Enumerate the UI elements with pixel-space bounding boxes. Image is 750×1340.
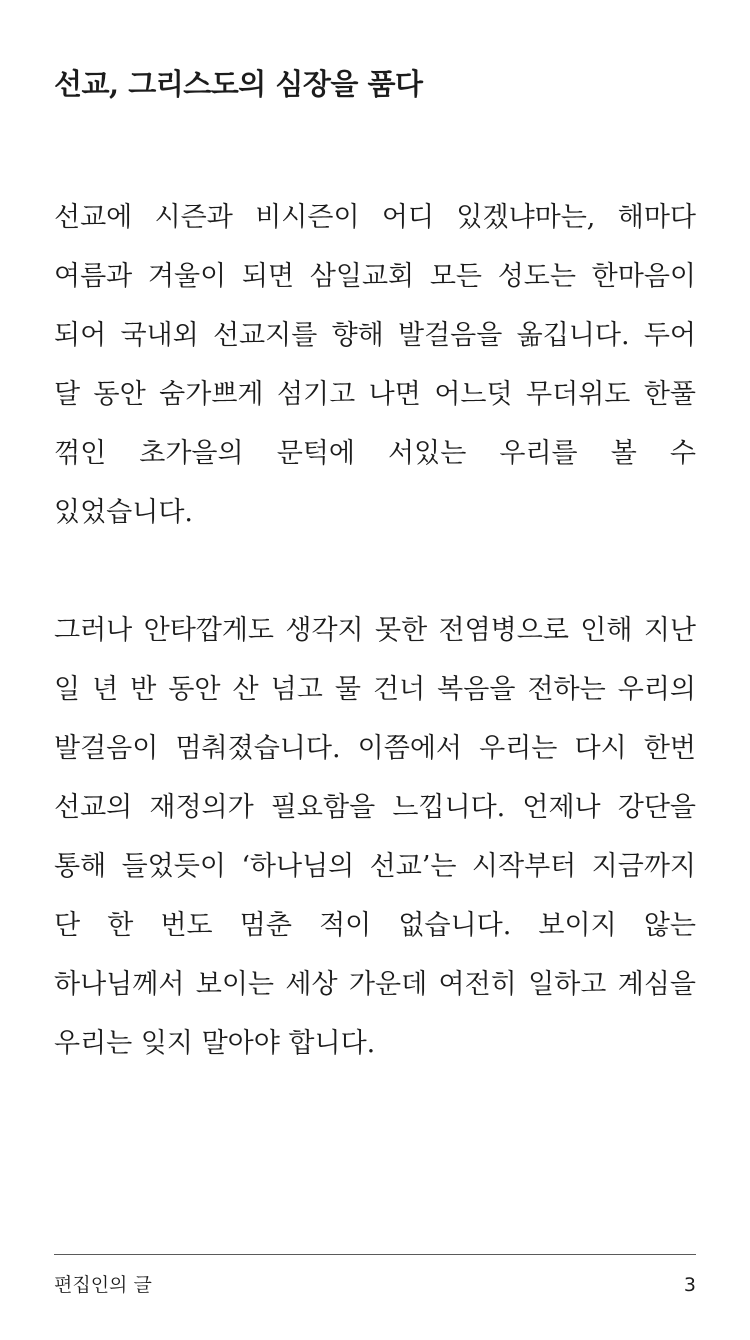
document-page: [54, 0, 696, 1340]
footer-section-name: 편집인의 글: [54, 1274, 152, 1296]
page-footer: [54, 1268, 696, 1302]
article-title: 선교, 그리스도의 심장을 품다: [54, 67, 423, 101]
body-paragraph: 선교에 시즌과 비시즌이 어디 있겠냐마는, 해마다 여름과 겨울이 되면 삼일교회 모든 성도는 한마음이 되어 국내외 선교지를 향해 발걸음을 옮깁니다. 두어 달 동안 숨가쁘게 섬기고 나면 어느덧 무더위도 한풀 꺾인 초가을의 문턱에 서있는 우리를 볼 수 있었습니다.: [54, 202, 696, 528]
footer-divider: [54, 1254, 696, 1255]
body-paragraph: 그러나 안타깝게도 생각지 못한 전염병으로 인해 지난 일 년 반 동안 산 넘고 물 건너 복음을 전하는 우리의 발걸음이 멈춰졌습니다. 이쯤에서 우리는 다시 한번 선교의 재정의가 필요함을 느낍니다. 언제나 강단을 통해 들었듯이 ‘하나님의 선교’는 시작부터 지금까지 단 한 번도 멈춘 적이 없습니다. 보이지 않는 하나님께서 보이는 세상 가운데 여전히 일하고 계심을 우리는 잊지 말아야 합니다.: [54, 615, 696, 1059]
page-number: 3: [683, 1274, 696, 1296]
